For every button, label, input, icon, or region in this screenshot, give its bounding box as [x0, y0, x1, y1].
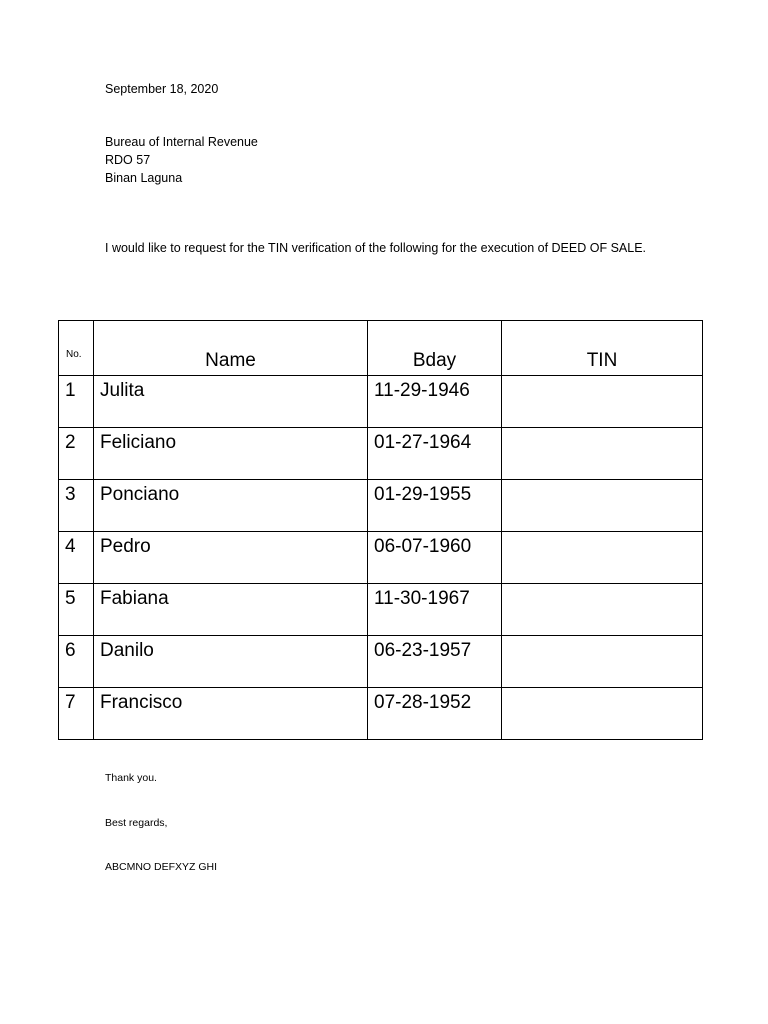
cell-tin [502, 480, 703, 532]
cell-no [59, 428, 94, 480]
row-number: 4 [65, 536, 76, 557]
cell-no [59, 532, 94, 584]
cell-name [94, 584, 368, 636]
row-tin [502, 636, 702, 640]
header-no [59, 321, 94, 376]
row-bday: 06-07-1960 [374, 536, 472, 557]
header-bday [368, 321, 502, 376]
header-tin-label: TIN [586, 350, 618, 371]
table-row [59, 688, 703, 740]
closing-regards: Best regards, [105, 817, 168, 829]
row-tin [502, 428, 702, 432]
row-number: 1 [65, 380, 76, 401]
row-tin [502, 376, 702, 380]
cell-tin [502, 584, 703, 636]
recipient-address [105, 133, 258, 187]
cell-bday [368, 532, 502, 584]
row-tin [502, 584, 702, 588]
row-bday: 11-29-1946 [374, 380, 470, 401]
cell-name [94, 480, 368, 532]
row-number: 6 [65, 640, 76, 661]
row-bday: 01-27-1964 [374, 432, 472, 453]
header-tin [502, 321, 703, 376]
cell-bday [368, 636, 502, 688]
closing-thanks: Thank you. [105, 772, 157, 784]
row-tin [502, 688, 702, 692]
row-number: 5 [65, 588, 76, 609]
table-header-row [59, 321, 703, 376]
row-bday: 11-30-1967 [374, 588, 470, 609]
row-number: 7 [65, 692, 76, 713]
header-name [94, 321, 368, 376]
cell-tin [502, 376, 703, 428]
row-name: Danilo [100, 640, 154, 661]
signer-name: ABCMNO DEFXYZ GHI [105, 861, 218, 873]
letter-date: September 18, 2020 [105, 82, 219, 96]
row-number: 3 [65, 484, 76, 505]
table-row [59, 428, 703, 480]
table-row [59, 584, 703, 636]
row-bday: 01-29-1955 [374, 484, 472, 505]
row-name: Ponciano [100, 484, 180, 505]
header-name-label: Name [205, 350, 256, 371]
row-name: Julita [100, 380, 145, 401]
cell-name [94, 428, 368, 480]
cell-no [59, 688, 94, 740]
cell-bday [368, 584, 502, 636]
table-row [59, 636, 703, 688]
row-name: Pedro [100, 536, 151, 557]
tin-verification-table [58, 320, 703, 740]
cell-bday [368, 480, 502, 532]
cell-no [59, 584, 94, 636]
recipient-line-2: RDO 57 [105, 153, 151, 167]
row-tin [502, 532, 702, 536]
row-name: Fabiana [100, 588, 169, 609]
cell-name [94, 376, 368, 428]
cell-tin [502, 688, 703, 740]
header-bday-label: Bday [412, 350, 457, 371]
cell-bday [368, 376, 502, 428]
recipient-line-1: Bureau of Internal Revenue [105, 135, 258, 149]
row-tin [502, 480, 702, 484]
recipient-line-3: Binan Laguna [105, 171, 183, 185]
cell-bday [368, 428, 502, 480]
header-no-label: No. [66, 349, 82, 360]
row-number: 2 [65, 432, 76, 453]
cell-name [94, 636, 368, 688]
cell-no [59, 480, 94, 532]
table-row [59, 480, 703, 532]
cell-no [59, 376, 94, 428]
cell-name [94, 688, 368, 740]
cell-bday [368, 688, 502, 740]
row-name: Feliciano [100, 432, 177, 453]
row-bday: 06-23-1957 [374, 640, 472, 661]
cell-no [59, 636, 94, 688]
table-row [59, 532, 703, 584]
row-name: Francisco [100, 692, 183, 713]
cell-name [94, 532, 368, 584]
table-row [59, 376, 703, 428]
row-bday: 07-28-1952 [374, 692, 472, 713]
cell-tin [502, 636, 703, 688]
request-paragraph: I would like to request for the TIN verification of the following for the execution of DEED OF SALE. [105, 241, 647, 255]
cell-tin [502, 532, 703, 584]
cell-tin [502, 428, 703, 480]
